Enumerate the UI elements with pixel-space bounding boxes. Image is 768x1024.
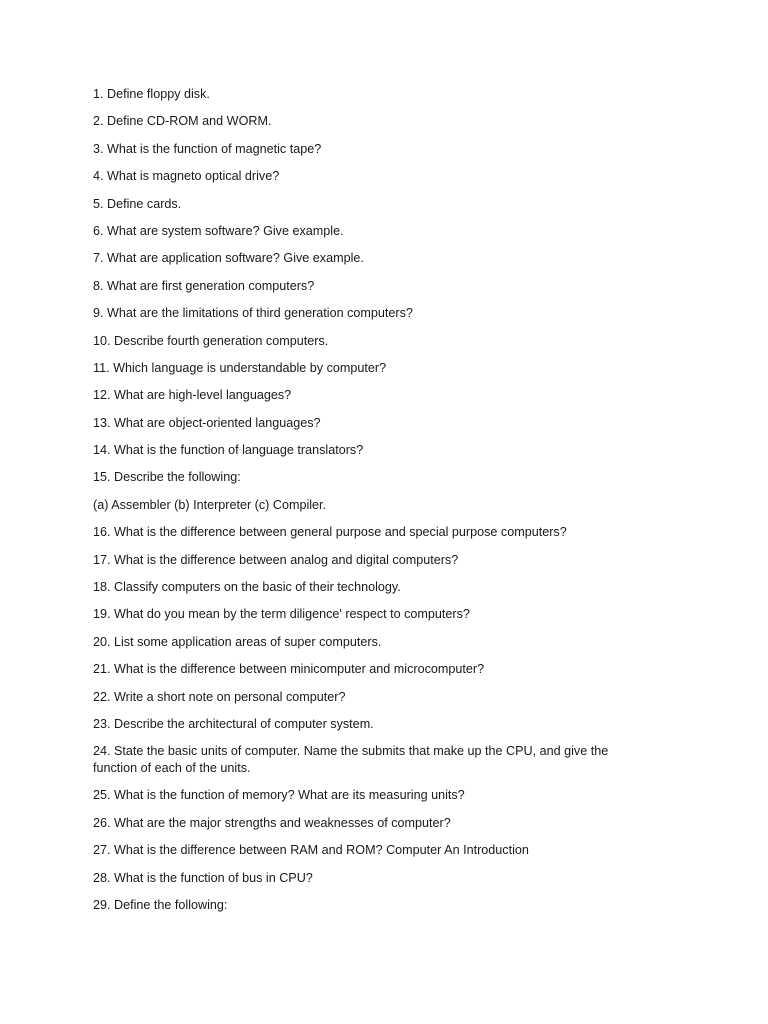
question-item: 21. What is the difference between minicomputer and microcomputer?: [93, 662, 485, 677]
question-item: 13. What are object-oriented languages?: [93, 415, 321, 430]
question-item: 9. What are the limitations of third generation computers?: [93, 306, 413, 321]
question-item: 17. What is the difference between analog and digital computers?: [93, 552, 459, 567]
question-item: 24. State the basic units of computer. Name the submits that make up the CPU, and give the function of each of the units.: [93, 744, 609, 776]
question-item: 8. What are first generation computers?: [93, 278, 315, 293]
question-item: 1. Define floppy disk.: [93, 87, 210, 101]
question-item: 3. What is the function of magnetic tape?: [93, 141, 322, 156]
question-list: [93, 86, 653, 924]
question-item: 26. What are the major strengths and weaknesses of computer?: [93, 815, 451, 830]
question-item: 15. Describe the following:: [93, 470, 241, 485]
question-item: 2. Define CD-ROM and WORM.: [93, 114, 272, 129]
question-item: 20. List some application areas of super computers.: [93, 634, 382, 649]
question-item: 11. Which language is understandable by computer?: [93, 360, 387, 375]
question-item: 25. What is the function of memory? What are its measuring units?: [93, 788, 465, 803]
question-item: 5. Define cards.: [93, 196, 182, 211]
question-item: 23. Describe the architectural of computer system.: [93, 716, 374, 731]
question-item: 16. What is the difference between general purpose and special purpose computers?: [93, 525, 567, 540]
question-item: 10. Describe fourth generation computers.: [93, 333, 329, 348]
question-item: 19. What do you mean by the term diligence' respect to computers?: [93, 607, 470, 622]
question-item: 27. What is the difference between RAM and ROM? Computer An Introduction: [93, 843, 529, 858]
question-item: 12. What are high-level languages?: [93, 388, 292, 403]
question-item: 22. Write a short note on personal computer?: [93, 689, 346, 704]
sub-question-options: (a) Assembler (b) Interpreter (c) Compiler.: [93, 497, 327, 512]
question-item: 18. Classify computers on the basic of their technology.: [93, 580, 401, 595]
question-item: 7. What are application software? Give example.: [93, 251, 364, 266]
question-item: 4. What is magneto optical drive?: [93, 169, 280, 184]
question-item: 14. What is the function of language translators?: [93, 443, 364, 458]
question-item: 29. Define the following:: [93, 897, 228, 912]
question-item: 28. What is the function of bus in CPU?: [93, 870, 313, 885]
question-item: 6. What are system software? Give example.: [93, 223, 344, 238]
